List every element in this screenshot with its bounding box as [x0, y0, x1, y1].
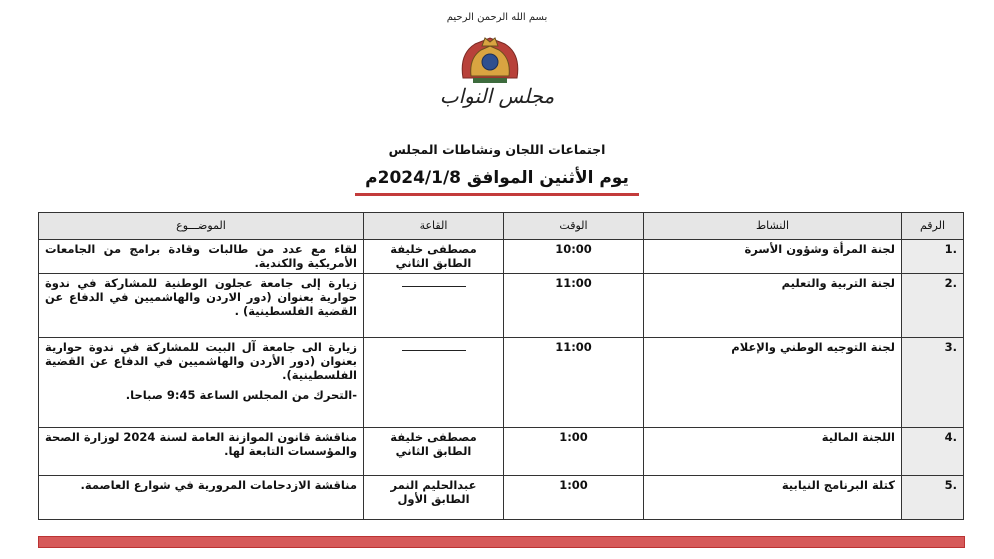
topic-text: زيارة الى جامعة آل البيت للمشاركة في ندوة حوارية بعنوان (دور الأردن والهاشميين في الدفاع عن القضية الفلسطينية). — [45, 340, 357, 382]
row-activity: لجنة التربية والتعليم — [644, 274, 902, 338]
row-topic — [39, 338, 364, 428]
header-activity: النشاط — [644, 213, 902, 240]
row-time: 11:00 — [504, 338, 644, 428]
parliament-logo-text: مجلس النواب — [439, 84, 555, 108]
row-num: .5 — [902, 476, 964, 520]
row-activity: اللجنة المالية — [644, 428, 902, 476]
row-num: .3 — [902, 338, 964, 428]
row-topic: زيارة إلى جامعة عجلون الوطنية للمشاركة في ندوة حوارية بعنوان (دور الاردن والهاشميين في الدفاع عن القضية الفلسطينية) . — [39, 274, 364, 338]
row-activity: لجنة المرأة وشؤون الأسرة — [644, 240, 902, 274]
row-hall — [364, 338, 504, 428]
jordan-crest-icon — [455, 34, 525, 86]
header-topic: الموضـــوع — [39, 213, 364, 240]
row-num: .1 — [902, 240, 964, 274]
row-time: 11:00 — [504, 274, 644, 338]
table-row — [39, 338, 964, 428]
hall-name: عبدالحليم النمر — [390, 478, 477, 492]
row-topic: مناقشة الازدحامات المرورية في شوارع العاصمة. — [39, 476, 364, 520]
page-subtitle: اجتماعات اللجان ونشاطات المجلس — [388, 142, 606, 157]
table-row — [39, 476, 964, 520]
row-time: 10:00 — [504, 240, 644, 274]
hall-floor: الطابق الأول — [397, 492, 470, 506]
row-hall — [364, 428, 504, 476]
row-activity: لجنة التوجيه الوطني والإعلام — [644, 338, 902, 428]
header-hall: القاعة — [364, 213, 504, 240]
empty-hall-dash — [402, 342, 466, 351]
row-hall — [364, 274, 504, 338]
table-row — [39, 240, 964, 274]
empty-hall-dash — [402, 278, 466, 287]
row-time: 1:00 — [504, 476, 644, 520]
hall-name: مصطفى خليفة — [390, 242, 477, 256]
footer-bar — [38, 536, 965, 548]
title-underline — [355, 193, 639, 196]
row-hall — [364, 240, 504, 274]
row-num: .2 — [902, 274, 964, 338]
table-row — [39, 428, 964, 476]
row-hall — [364, 476, 504, 520]
row-num: .4 — [902, 428, 964, 476]
hall-floor: الطابق الثاني — [395, 444, 472, 458]
table-row — [39, 274, 964, 338]
schedule-table — [38, 212, 964, 520]
table-header-row — [39, 213, 964, 240]
date-title: يوم الأثنين الموافق 2024/1/8م — [365, 168, 629, 188]
header-num: الرقم — [902, 213, 964, 240]
row-topic: لقاء مع عدد من طالبات وقادة برامج من الجامعات الأمريكية والكندية. — [39, 240, 364, 274]
topic-note: -التحرك من المجلس الساعة 9:45 صباحا. — [125, 388, 357, 402]
hall-floor: الطابق الثاني — [395, 256, 472, 270]
row-time: 1:00 — [504, 428, 644, 476]
row-activity: كتلة البرنامج النيابية — [644, 476, 902, 520]
basmala: بسم الله الرحمن الرحيم — [446, 12, 548, 23]
row-topic: مناقشة قانون الموازنة العامة لسنة 2024 لوزارة الصحة والمؤسسات التابعة لها. — [39, 428, 364, 476]
header-time: الوقت — [504, 213, 644, 240]
hall-name: مصطفى خليفة — [390, 430, 477, 444]
